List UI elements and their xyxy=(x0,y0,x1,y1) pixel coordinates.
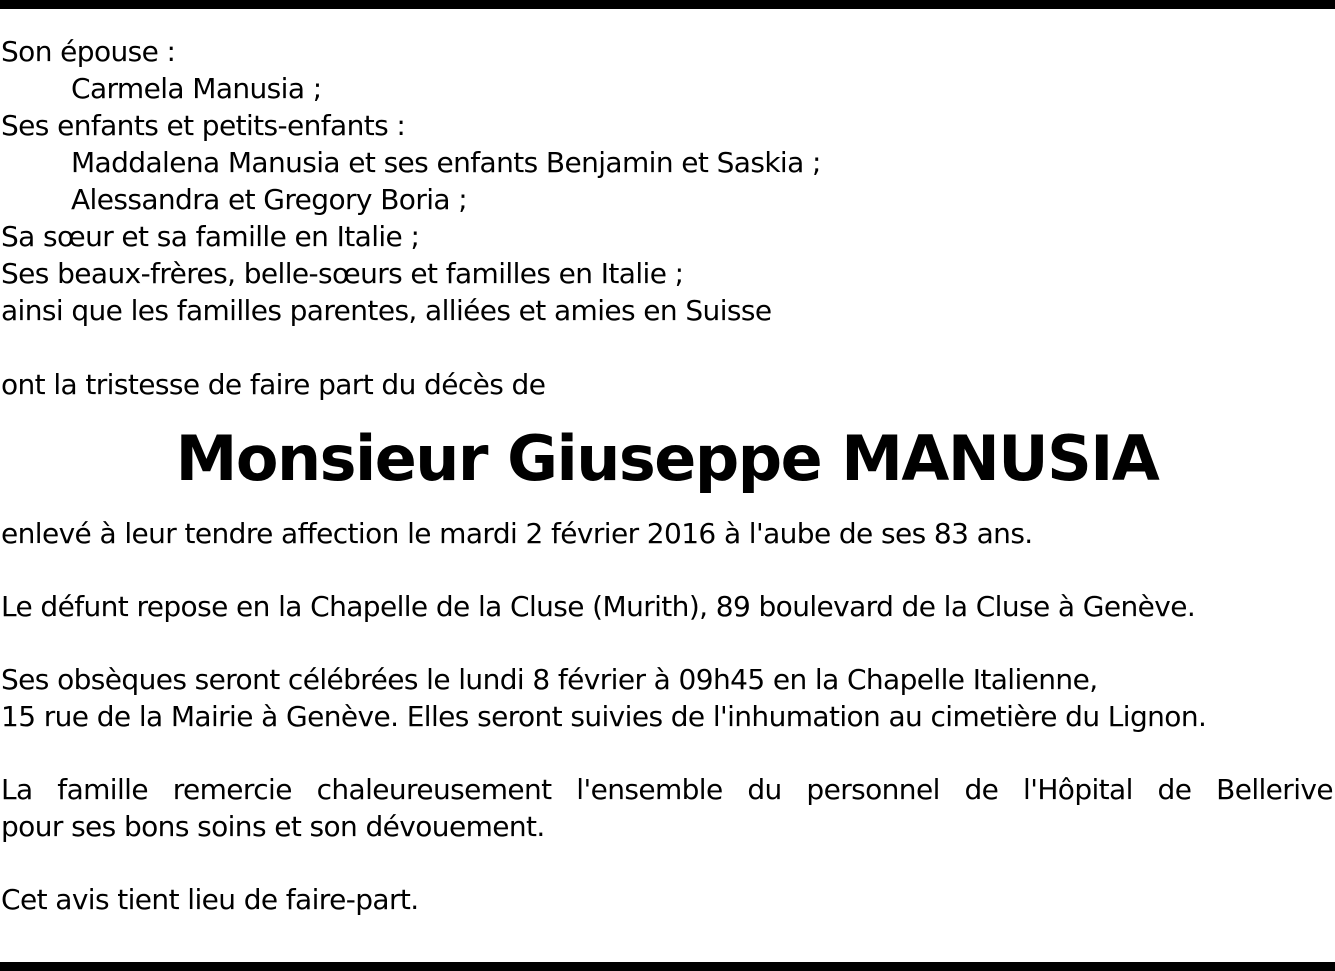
children-heading: Ses enfants et petits-enfants : xyxy=(1,109,406,142)
spouse-heading: Son épouse : xyxy=(1,35,176,68)
funeral-line: Ses obsèques seront célébrées le lundi 8 février à 09h45 en la Chapelle Italienne, xyxy=(1,663,1098,696)
child-entry: Maddalena Manusia et ses enfants Benjamin et Saskia ; xyxy=(71,146,821,179)
deceased-name: Monsieur Giuseppe MANUSIA xyxy=(175,422,1159,495)
top-rule xyxy=(0,0,1335,9)
obituary-notice xyxy=(1,33,1333,918)
thanks-line: La famille remercie chaleureusement l'ensemble du personnel de l'Hôpital de Bellerive xyxy=(1,773,1333,806)
in-laws-line: Ses beaux-frères, belle-sœurs et familles en Italie ; xyxy=(1,257,684,290)
others-line: ainsi que les familles parentes, alliées et amies en Suisse xyxy=(1,294,772,327)
funeral-line: 15 rue de la Mairie à Genève. Elles seront suivies de l'inhumation au cimetière du Lignon. xyxy=(1,700,1207,733)
spouse-name: Carmela Manusia ; xyxy=(71,72,322,105)
thanks-line: pour ses bons soins et son dévouement. xyxy=(1,810,545,843)
repose-line: Le défunt repose en la Chapelle de la Cluse (Murith), 89 boulevard de la Cluse à Genève. xyxy=(1,590,1196,623)
child-entry: Alessandra et Gregory Boria ; xyxy=(71,183,468,216)
announcement: ont la tristesse de faire part du décès de xyxy=(1,368,546,401)
passing-line: enlevé à leur tendre affection le mardi 2 février 2016 à l'aube de ses 83 ans. xyxy=(1,517,1033,550)
sister-line: Sa sœur et sa famille en Italie ; xyxy=(1,220,420,253)
bottom-rule xyxy=(0,962,1335,971)
closing-line: Cet avis tient lieu de faire-part. xyxy=(1,883,419,916)
